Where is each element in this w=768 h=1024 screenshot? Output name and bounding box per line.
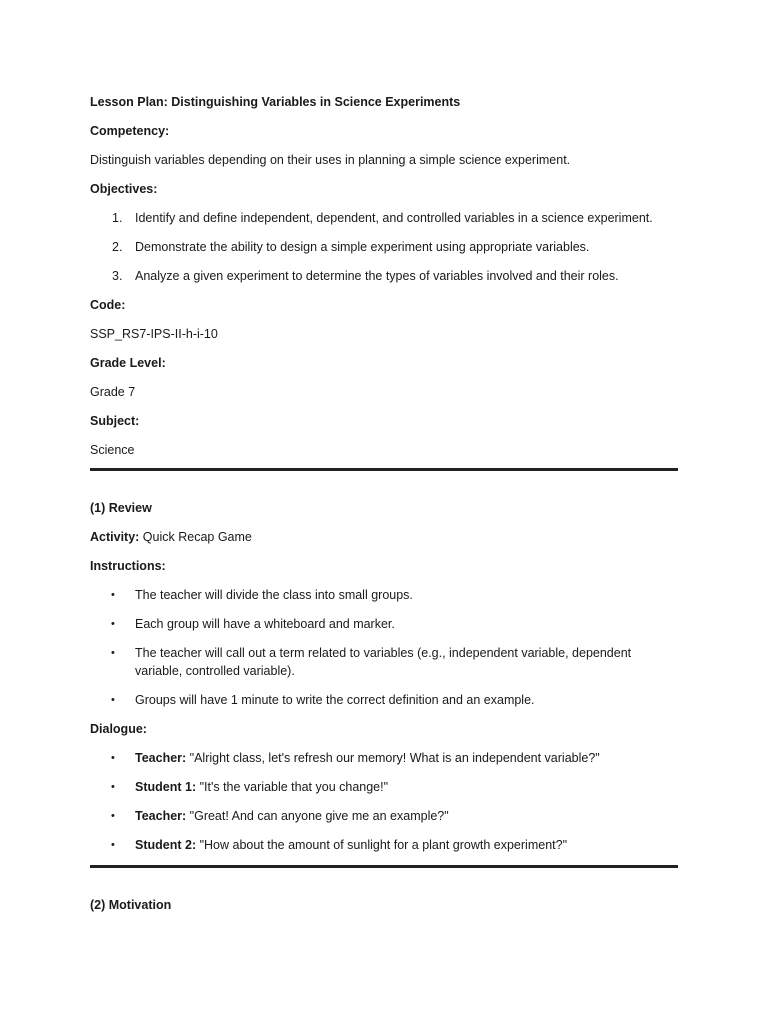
dialogue-list bbox=[90, 749, 680, 854]
bullet-icon: • bbox=[111, 618, 115, 630]
bullet-icon: • bbox=[111, 810, 115, 822]
activity-line bbox=[90, 528, 680, 546]
motivation-heading: (2) Motivation bbox=[90, 898, 172, 912]
bullet-icon: • bbox=[111, 647, 115, 659]
lesson-title: Lesson Plan: Distinguishing Variables in Science Experiments bbox=[90, 95, 461, 109]
dialogue-item bbox=[90, 778, 680, 796]
subject-label: Subject: bbox=[90, 414, 140, 428]
dialogue-line: "Alright class, let's refresh our memory! What is an independent variable?" bbox=[186, 751, 600, 765]
dialogue-line: "How about the amount of sunlight for a plant growth experiment?" bbox=[196, 838, 568, 852]
instruction-text: The teacher will divide the class into small groups. bbox=[135, 588, 413, 602]
instruction-text: Each group will have a whiteboard and marker. bbox=[135, 617, 395, 631]
speaker-name: Teacher: bbox=[135, 809, 187, 823]
list-item bbox=[90, 615, 680, 633]
section-divider bbox=[90, 468, 678, 471]
objectives-list bbox=[90, 209, 680, 285]
objective-item bbox=[90, 209, 680, 227]
objective-item bbox=[90, 267, 680, 285]
list-item bbox=[90, 586, 680, 604]
instructions-list bbox=[90, 586, 680, 709]
bullet-icon: • bbox=[111, 752, 115, 764]
code-value: SSP_RS7-IPS-II-h-i-10 bbox=[90, 327, 218, 341]
bullet-icon: • bbox=[111, 781, 115, 793]
dialogue-item bbox=[90, 807, 680, 825]
objective-text: Demonstrate the ability to design a simple experiment using appropriate variables. bbox=[135, 240, 590, 254]
bullet-icon: • bbox=[111, 589, 115, 601]
dialogue-label: Dialogue: bbox=[90, 722, 147, 736]
subject-value: Science bbox=[90, 443, 135, 457]
activity-label: Activity: bbox=[90, 530, 140, 544]
instruction-text: The teacher will call out a term related to variables (e.g., independent variable, dependent variable, controlled variable). bbox=[135, 646, 632, 678]
grade-level-value: Grade 7 bbox=[90, 385, 136, 399]
list-number: 1. bbox=[112, 211, 123, 225]
bullet-icon: • bbox=[111, 839, 115, 851]
code-label: Code: bbox=[90, 298, 126, 312]
dialogue-line: "Great! And can anyone give me an example?" bbox=[186, 809, 449, 823]
review-heading: (1) Review bbox=[90, 501, 152, 515]
activity-value: Quick Recap Game bbox=[139, 530, 252, 544]
dialogue-item bbox=[90, 836, 680, 854]
objective-text: Identify and define independent, dependent, and controlled variables in a science experiment. bbox=[135, 211, 653, 225]
list-item bbox=[90, 644, 680, 680]
objective-item bbox=[90, 238, 680, 256]
list-item bbox=[90, 691, 680, 709]
list-number: 3. bbox=[112, 269, 123, 283]
instructions-label: Instructions: bbox=[90, 559, 166, 573]
speaker-name: Teacher: bbox=[135, 751, 187, 765]
speaker-name: Student 2: bbox=[135, 838, 197, 852]
document-page bbox=[90, 93, 680, 925]
objective-text: Analyze a given experiment to determine the types of variables involved and their roles. bbox=[135, 269, 619, 283]
speaker-name: Student 1: bbox=[135, 780, 197, 794]
section-divider bbox=[90, 865, 678, 868]
grade-level-label: Grade Level: bbox=[90, 356, 166, 370]
competency-text: Distinguish variables depending on their uses in planning a simple science experiment. bbox=[90, 153, 571, 167]
instruction-text: Groups will have 1 minute to write the correct definition and an example. bbox=[135, 693, 535, 707]
objectives-label: Objectives: bbox=[90, 182, 158, 196]
bullet-icon: • bbox=[111, 694, 115, 706]
dialogue-item bbox=[90, 749, 680, 767]
list-number: 2. bbox=[112, 240, 123, 254]
competency-label: Competency: bbox=[90, 124, 170, 138]
dialogue-line: "It's the variable that you change!" bbox=[196, 780, 389, 794]
